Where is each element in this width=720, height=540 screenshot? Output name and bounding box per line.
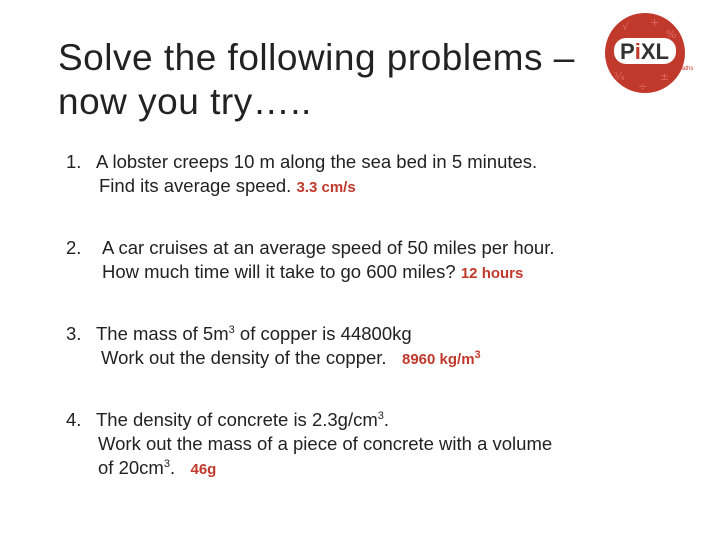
problem-2 [66,236,554,286]
problem-4-line-1a: The density of concrete is 2.3g/cm [96,409,378,430]
svg-text:¼: ¼ [614,70,625,83]
logo-subtitle: maths [677,66,694,72]
problem-3-answer: 8960 $kg/m^3$ [401,349,481,368]
title-line-2: now you try….. [58,81,312,122]
problem-4-line-3-sup: 3 [163,457,170,470]
problem-4-answer: 46g [190,461,217,478]
problem-1-line-1: A lobster creeps 10 m along the sea bed in 5 minutes. [96,151,538,172]
problem-2-line-2: How much time will it take to go 600 miles? [102,261,456,282]
svg-text:÷: ÷ [638,80,648,93]
problem-1 [66,150,537,200]
problem-3-line-1-sup: 3 [228,323,235,336]
problem-4-line-2: Work out the mass of a piece of concrete with a volume [98,433,553,454]
svg-text:%: % [666,28,677,41]
problem-4-line-3a: of 20cm [98,457,164,478]
problem-4-line-1b: . [383,409,390,430]
problem-3-line-2: Work out the density of the copper. [101,347,387,368]
logo-text: PiXL [620,39,669,64]
problem-3-line-1a: The mass of 5m [96,323,229,344]
problem-2-answer: 12 hours [460,265,524,282]
problem-2-line-1: A car cruises at an average speed of 50 miles per hour. [102,237,555,258]
problem-3 [66,322,481,372]
slide-title [58,36,618,124]
problem-3-line-1b: of copper is 44800kg [234,323,412,344]
svg-text:√: √ [622,20,630,33]
problem-1-line-2: Find its average speed. [99,175,292,196]
problem-4-number: 4. [66,409,82,430]
problem-4 [66,408,552,482]
svg-text:±: ± [660,70,670,83]
problem-4-line-3b: . [169,457,176,478]
title-line-1: Solve the following problems – [58,37,575,78]
problem-2-number: 2. [66,237,82,258]
problem-3-number: 3. [66,323,82,344]
problem-1-number: 1. [66,151,82,172]
problem-1-answer: 3.3 cm/s [296,179,356,196]
problem-4-line-1-sup: 3 [377,409,384,422]
pixl-maths-logo [600,8,694,98]
svg-text:+: + [650,16,660,29]
